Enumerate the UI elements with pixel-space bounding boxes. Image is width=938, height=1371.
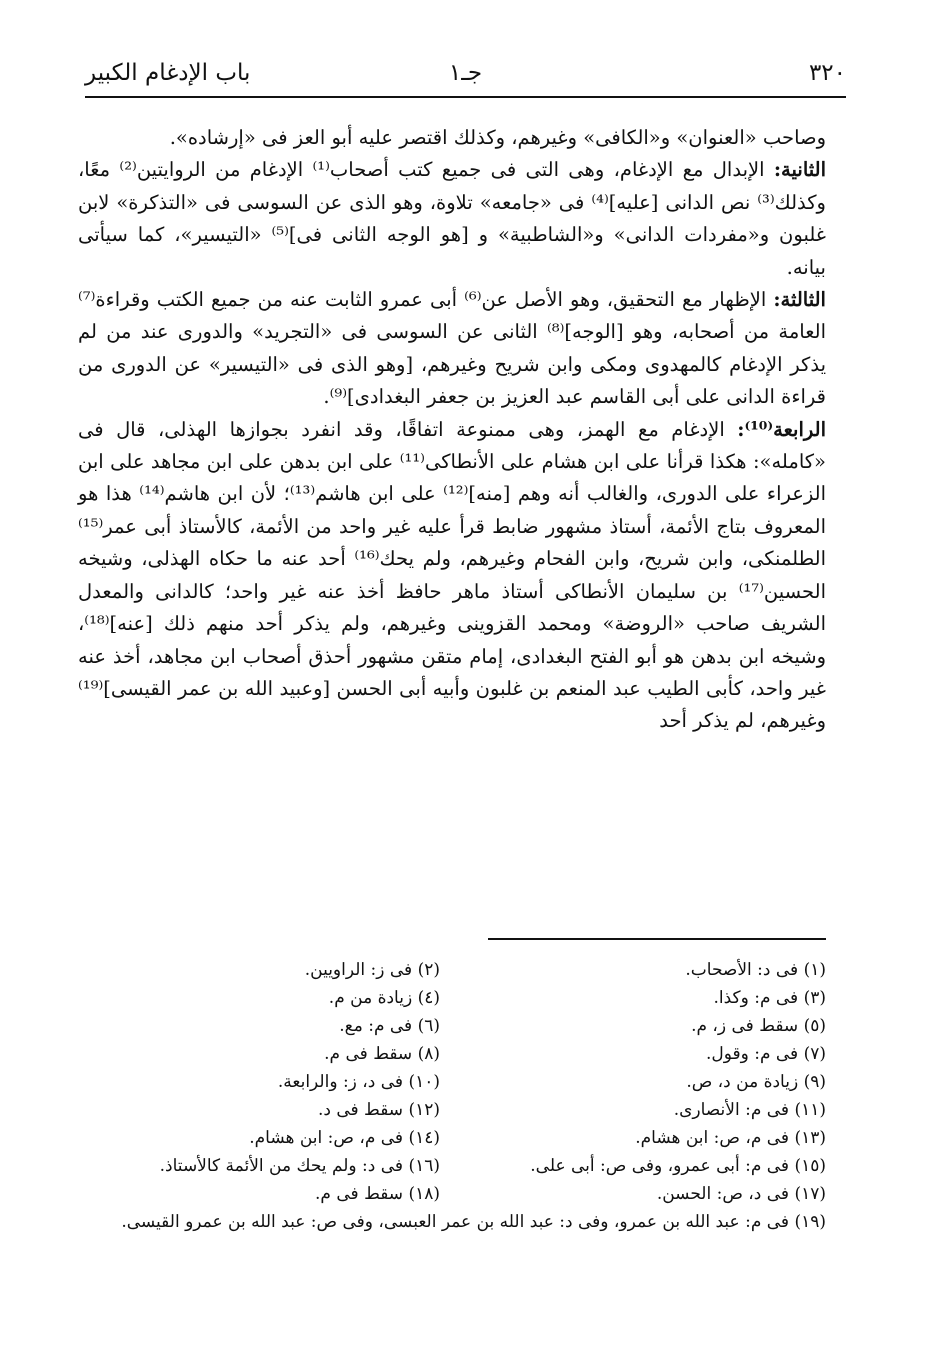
main-text bbox=[78, 122, 826, 738]
footnote-12: (١٢) سقط فى د. bbox=[317, 1100, 440, 1120]
footnote-8: (٨) سقط فى م. bbox=[324, 1044, 440, 1064]
footnote-7: (٧) فى م: وقول. bbox=[705, 1044, 826, 1064]
footnote-18: (١٨) سقط فى م. bbox=[315, 1184, 440, 1204]
chapter-title: باب الإدغام الكبير bbox=[85, 60, 251, 86]
paragraph-3-text: الإظهار مع التحقيق، وهو الأصل عن⁽⁶⁾ أبى عمرو الثابت عنه من جميع الكتب وقراءة⁽⁷⁾ العامة من أصحابه، وهو [الوجه]⁽⁸⁾ الثانى عن السوسى فى «التجريد» والدورى عند من لم يذكر الإدغام كالمهدوى ومكى وابن شريح وغيرهم، [وهو الذى فى «التيسير» عن الدورى من قراءة الدانى على أبى القاسم عبد العزيز بن جعفر البغدادى]⁽⁹⁾. bbox=[78, 288, 826, 409]
footnote-14: (١٤) فى م، ص: ابن هشام. bbox=[249, 1128, 440, 1148]
footnote-10: (١٠) فى د، ز: والرابعة. bbox=[277, 1072, 440, 1092]
footnote-5: (٥) سقط فى ز، م. bbox=[691, 1016, 826, 1036]
paragraph-3-heading: الثالثة: bbox=[773, 288, 826, 312]
page-number: ٣٢٠ bbox=[808, 60, 846, 86]
footnote-2: (٢) فى ز: الراويين. bbox=[304, 960, 440, 980]
paragraph-2-heading: الثانية: bbox=[773, 158, 827, 182]
paragraph-2-text: الإبدال مع الإدغام، وهى التى فى جميع كتب أصحاب⁽¹⁾ الإدغام من الروايتين⁽²⁾ معًا، وكذلك⁽³⁾ نص الدانى [عليه]⁽⁴⁾ فى «جامعه» تلاوة، وهو الذى عن السوسى فى «التذكرة» لابن غلبون و«مفردات الدانى» و«الشاطبية» و [هو الوجه الثانى فى]⁽⁵⁾ «التيسير»، كما سيأتى بيانه. bbox=[78, 158, 826, 279]
footnote-15: (١٥) فى م: أبى عمرو، وفى ص: أبى على. bbox=[530, 1156, 826, 1176]
paragraph-4-heading: الرابعة⁽¹⁰⁾: bbox=[737, 417, 826, 441]
footnote-9: (٩) زيادة من د، ص. bbox=[686, 1072, 826, 1092]
paragraph-4-text: الإدغام مع الهمز، وهى ممنوعة اتفاقًا، وقد انفرد بجوازها الهذلى، قال فى «كامله»: هكذا قرأنا على ابن هشام على الأنطاكى⁽¹¹⁾ على ابن بدهن على ابن مجاهد على ابن الزعراء على الدورى، والغالب أنه وهم [منه]⁽¹²⁾ على ابن هاشم⁽¹³⁾؛ لأن ابن هاشم⁽¹⁴⁾ هذا هو المعروف بتاج الأئمة، أستاذ مشهور ضابط قرأ عليه غير واحد من الأئمة، كالأستاذ أبى عمر⁽¹⁵⁾ الطلمنكى، وابن شريح، وابن الفحام وغيرهم، ولم يحك⁽¹⁶⁾ أحد عنه ما حكاه الهذلى، وشيخه الحسين⁽¹⁷⁾ بن سليمان الأنطاكى أستاذ ماهر حافظ أخذ عنه غير واحد؛ كالدانى والمعدل الشريف صاحب «الروضة» ومحمد القزوينى وغيرهم، ولم يذكر أحد منهم ذلك [عنه]⁽¹⁸⁾، وشيخه ابن بدهن هو أبو الفتح البغدادى، إمام متقن مشهور أحذق أصحاب ابن مجاهد، أخذ عنه غير واحد، كأبى الطيب عبد المنعم بن غلبون وأبيه أبى الحسن [وعبيد الله بن عمر القيسى]⁽¹⁹⁾ وغيرهم، لم يذكر أحد bbox=[78, 417, 827, 733]
paragraph-1: وصاحب «العنوان» و«الكافى» وغيرهم، وكذلك اقتصر عليه أبو العز فى «إرشاده». bbox=[169, 126, 826, 149]
paragraph-4 bbox=[78, 414, 826, 738]
paragraph-3 bbox=[78, 284, 826, 414]
running-header bbox=[85, 56, 846, 98]
footnote-separator bbox=[488, 938, 826, 940]
footnote-6: (٦) فى م: مع. bbox=[339, 1016, 440, 1036]
footnote-11: (١١) فى م: الأنصارى. bbox=[673, 1100, 826, 1120]
footnote-19: (١٩) فى م: عبد الله بن عمرو، وفى د: عبد الله بن عمر العبسى، وفى ص: عبد الله بن عمرو القيسى. bbox=[121, 1212, 826, 1232]
footnote-13: (١٣) فى م، ص: ابن هشام. bbox=[635, 1128, 826, 1148]
footnote-16: (١٦) فى د: ولم يحك من الأئمة كالأستاذ. bbox=[159, 1156, 440, 1176]
footnotes bbox=[84, 956, 826, 1236]
footnote-17: (١٧) فى د، ص: الحسن. bbox=[656, 1184, 826, 1204]
footnote-1: (١) فى د: الأصحاب. bbox=[685, 960, 826, 980]
paragraph-2 bbox=[78, 154, 826, 284]
footnote-grid bbox=[84, 956, 826, 1208]
footnote-4: (٤) زيادة من م. bbox=[328, 988, 440, 1008]
volume-label: جـ١ bbox=[448, 60, 483, 86]
footnote-3: (٣) فى م: وكذا. bbox=[713, 988, 826, 1008]
